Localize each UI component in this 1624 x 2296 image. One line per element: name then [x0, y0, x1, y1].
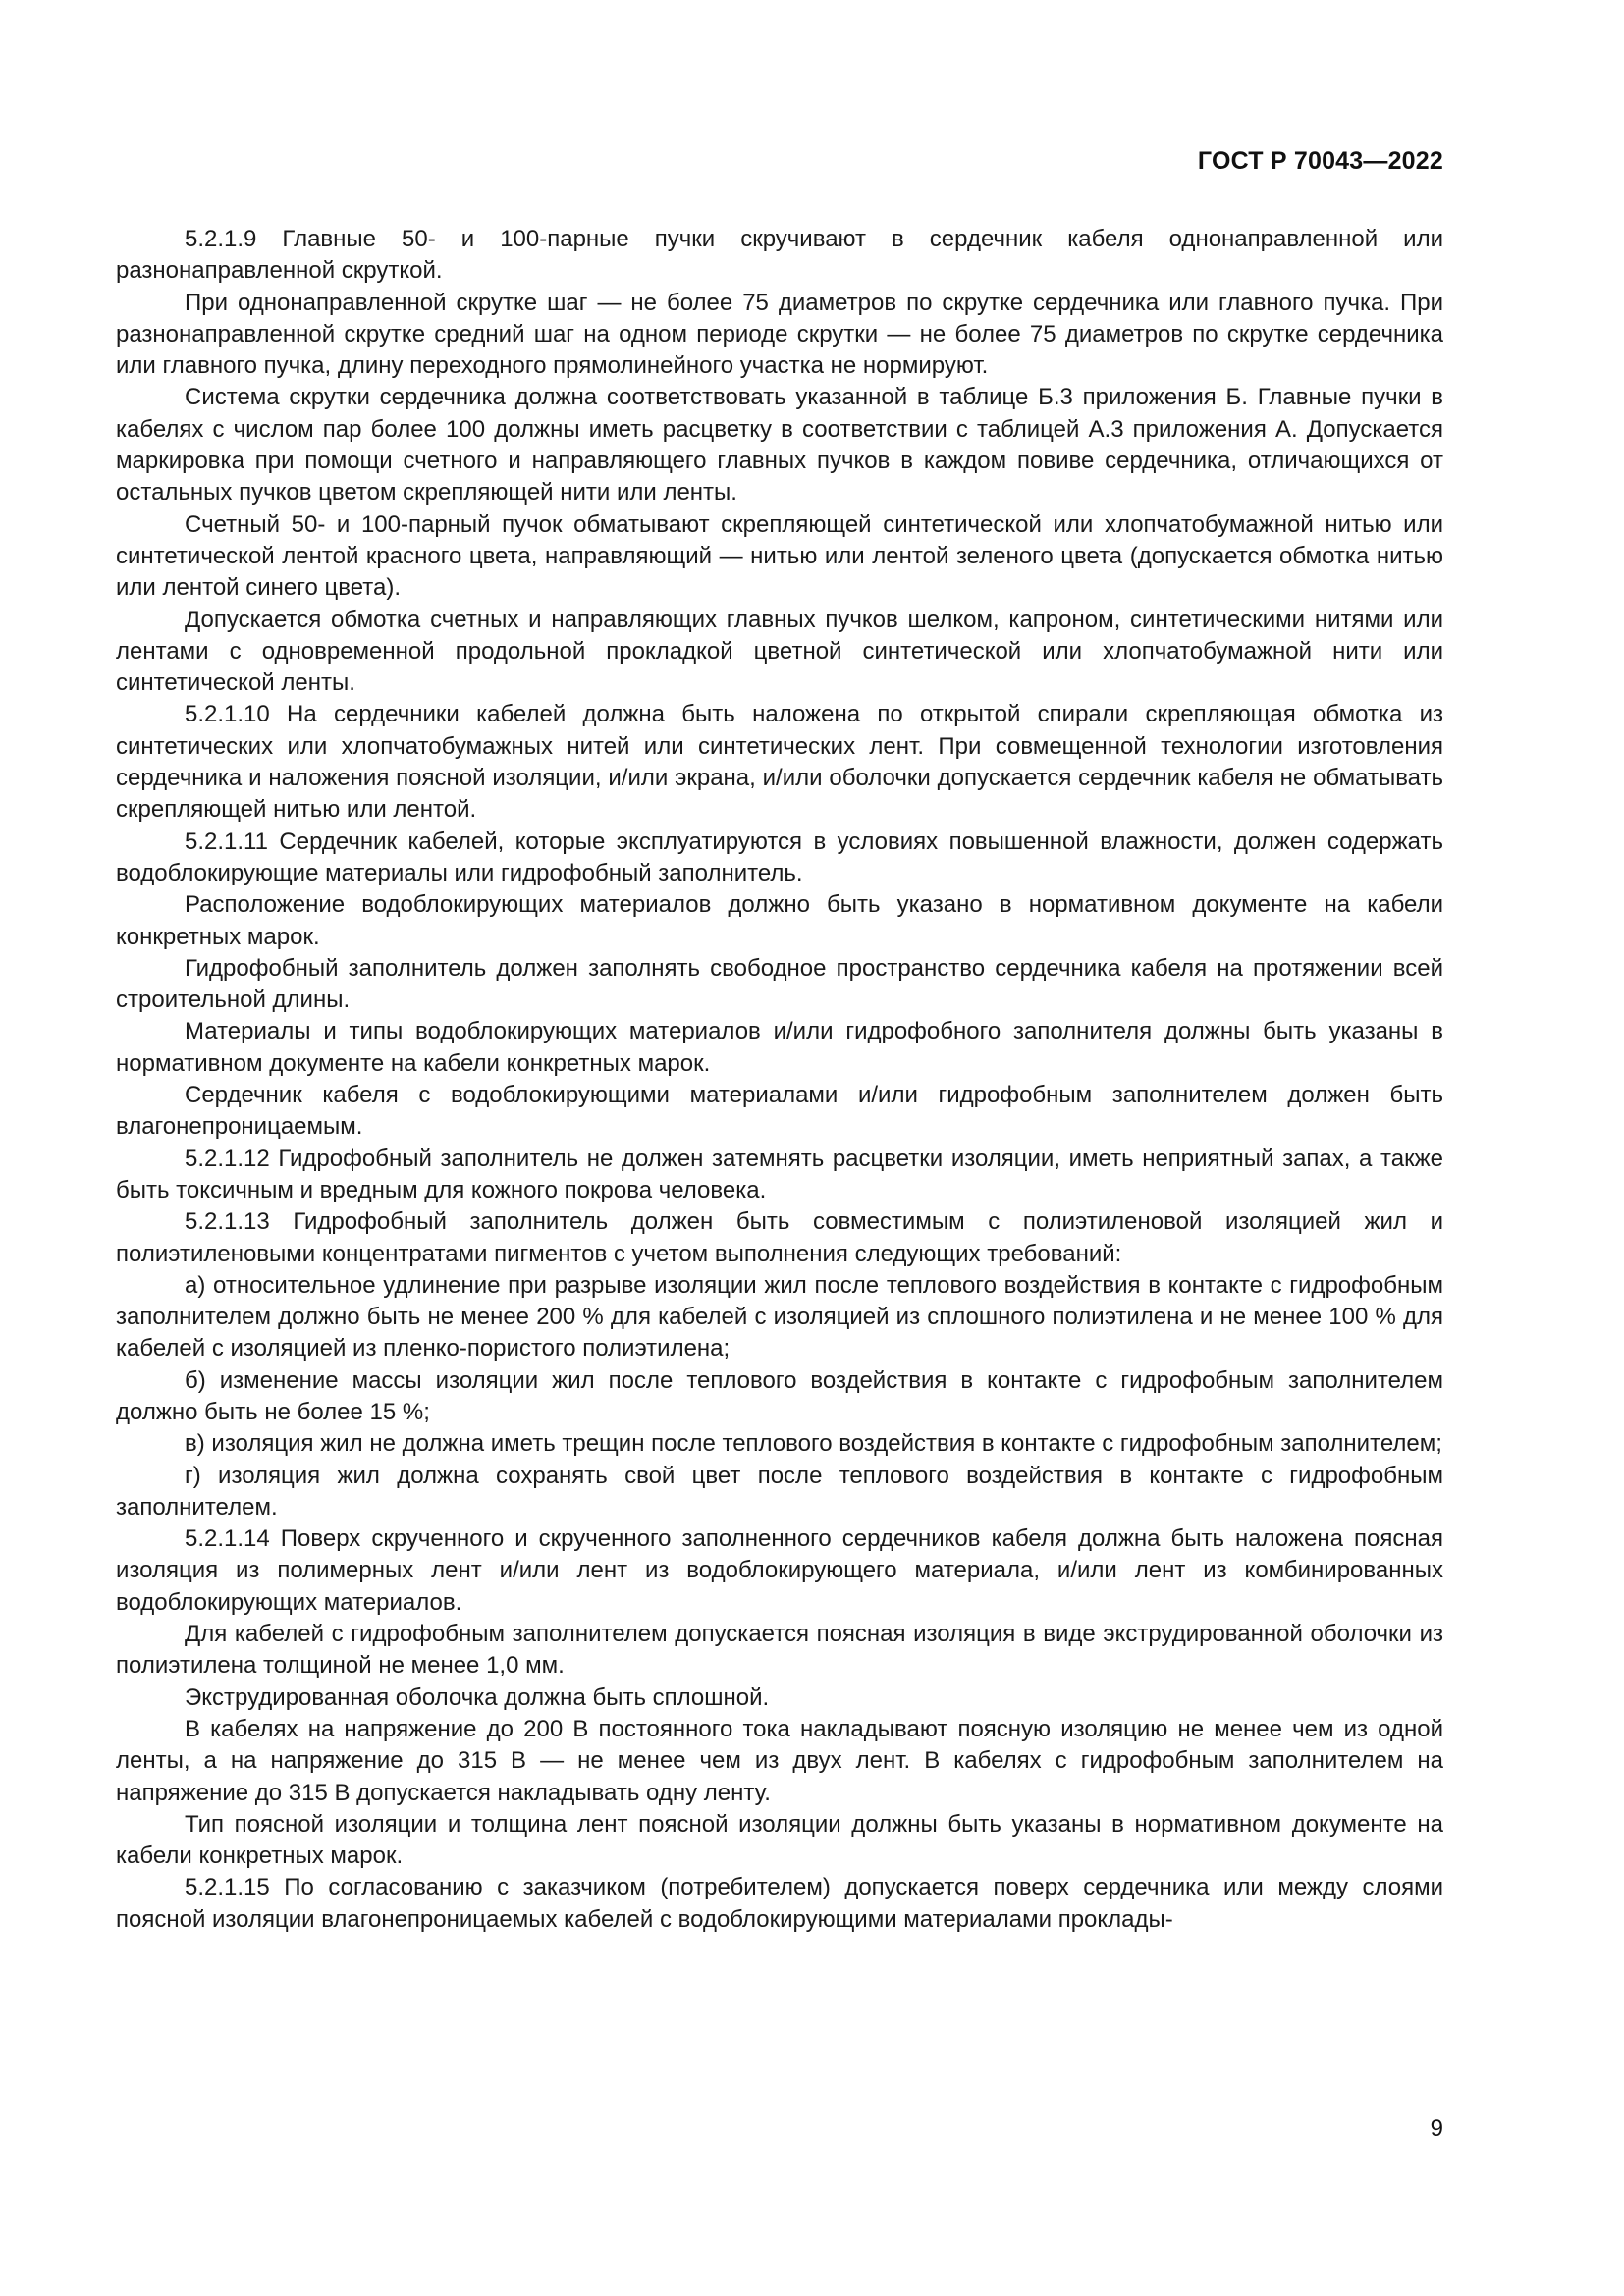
list-item: г) изоляция жил должна сохранять свой цвет после теплового воздействия в контакте с гидрофобным заполнителем.	[116, 1462, 1443, 1521]
paragraph: 5.2.1.15 По согласованию с заказчиком (потребителем) допускается поверх сердечника или между слоями поясной изоляции влагонепроницаемых кабелей с водоблокирующими материалами проклады-	[116, 1874, 1443, 1933]
paragraph: 5.2.1.12 Гидрофобный заполнитель не должен затемнять расцветки изоляции, иметь неприятный запах, а также быть токсичным и вредным для кожного покрова человека.	[116, 1145, 1443, 1203]
paragraph: Гидрофобный заполнитель должен заполнять свободное пространство сердечника кабеля на протяжении всей строительной длины.	[116, 954, 1443, 1014]
paragraph: Система скрутки сердечника должна соответствовать указанной в таблице Б.3 приложения Б. Главные пучки в кабелях с числом пар более 100 должны иметь расцветку в соответствии с таблицей А.3 приложения А. Допускается маркировка при помощи счетного и направляющего главных пучков в каждом повиве сердечника, отличающихся от остальных пучков цветом скрепляющей нити или ленты.	[116, 384, 1443, 507]
paragraph: 5.2.1.11 Сердечник кабелей, которые эксплуатируются в условиях повышенной влажности, должен содержать водоблокирующие материалы или гидрофобный заполнитель.	[116, 828, 1443, 886]
document-header	[1198, 147, 1443, 176]
paragraph: Расположение водоблокирующих материалов должно быть указано в нормативном документе на кабели конкретных марок.	[116, 891, 1443, 950]
paragraph: 5.2.1.10 На сердечники кабелей должна быть наложена по открытой спирали скрепляющая обмотка из синтетических или хлопчатобумажных нитей или синтетических лент. При совмещенной технологии изготовления сердечника и наложения поясной изоляции, и/или экрана, и/или оболочки допускается сердечник кабеля не обматывать скрепляющей нитью или лентой.	[116, 701, 1443, 824]
paragraph: Экструдированная оболочка должна быть сплошной.	[185, 1683, 770, 1711]
paragraph: Материалы и типы водоблокирующих материалов и/или гидрофобного заполнителя должны быть указаны в нормативном документе на кабели конкретных марок.	[116, 1018, 1443, 1077]
paragraph: 5.2.1.13 Гидрофобный заполнитель должен быть совместимым с полиэтиленовой изоляцией жил и полиэтиленовыми концентратами пигментов с учетом выполнения следующих требований:	[116, 1208, 1443, 1267]
paragraph: Тип поясной изоляции и толщина лент поясной изоляции должны быть указаны в нормативном документе на кабели конкретных марок.	[116, 1810, 1443, 1870]
document-body	[116, 224, 1443, 1936]
paragraph: При однонаправленной скрутке шаг — не более 75 диаметров по скрутке сердечника или главного пучка. При разнонаправленной скрутке средний шаг на одном периоде скрутки — не более 75 диаметров по скрутке сердечника или главного пучка, длину переходного прямолинейного участка не нормируют.	[116, 289, 1443, 380]
page-number: 9	[1430, 2115, 1443, 2142]
paragraph: 5.2.1.14 Поверх скрученного и скрученного заполненного сердечников кабеля должна быть наложена поясная изоляция из полимерных лент и/или лент из водоблокирующего материала, и/или лент из комбинированных водоблокирующих материалов.	[116, 1525, 1443, 1616]
standard-code: ГОСТ Р 70043—2022	[1197, 147, 1443, 175]
paragraph: Для кабелей с гидрофобным заполнителем допускается поясная изоляция в виде экструдированной оболочки из полиэтилена толщиной не менее 1,0 мм.	[116, 1621, 1443, 1680]
paragraph: Сердечник кабеля с водоблокирующими материалами и/или гидрофобным заполнителем должен быть влагонепроницаемым.	[116, 1082, 1443, 1141]
paragraph: Счетный 50- и 100-парный пучок обматывают скрепляющей синтетической или хлопчатобумажной нитью или синтетической лентой красного цвета, направляющий — нитью или лентой зеленого цвета (допускается обмотка нитью или лентой синего цвета).	[116, 510, 1443, 602]
list-item: б) изменение массы изоляции жил после теплового воздействия в контакте с гидрофобным заполнителем должно быть не более 15 %;	[116, 1366, 1443, 1425]
paragraph: Допускается обмотка счетных и направляющих главных пучков шелком, капроном, синтетическими нитями или лентами с одновременной продольной прокладкой цветной синтетической или хлопчатобумажной нити или синтетической ленты.	[116, 606, 1443, 697]
paragraph: В кабелях на напряжение до 200 В постоянного тока накладывают поясную изоляцию не менее чем из одной ленты, а на напряжение до 315 В — не менее чем из двух лент. В кабелях с гидрофобным заполнителем на напряжение до 315 В допускается накладывать одну ленту.	[116, 1715, 1443, 1806]
list-item: в) изоляция жил не должна иметь трещин после теплового воздействия в контакте с гидрофобным заполнителем;	[185, 1430, 1442, 1458]
list-item: а) относительное удлинение при разрыве изоляции жил после теплового воздействия в контакте с гидрофобным заполнителем должно быть не менее 200 % для кабелей с изоляцией из сплошного полиэтилена и не менее 100 % для кабелей с изоляцией из пленко-пористого полиэтилена;	[116, 1271, 1443, 1362]
paragraph: 5.2.1.9 Главные 50- и 100-парные пучки скручивают в сердечник кабеля однонаправленной или разнонаправленной скруткой.	[116, 226, 1443, 285]
